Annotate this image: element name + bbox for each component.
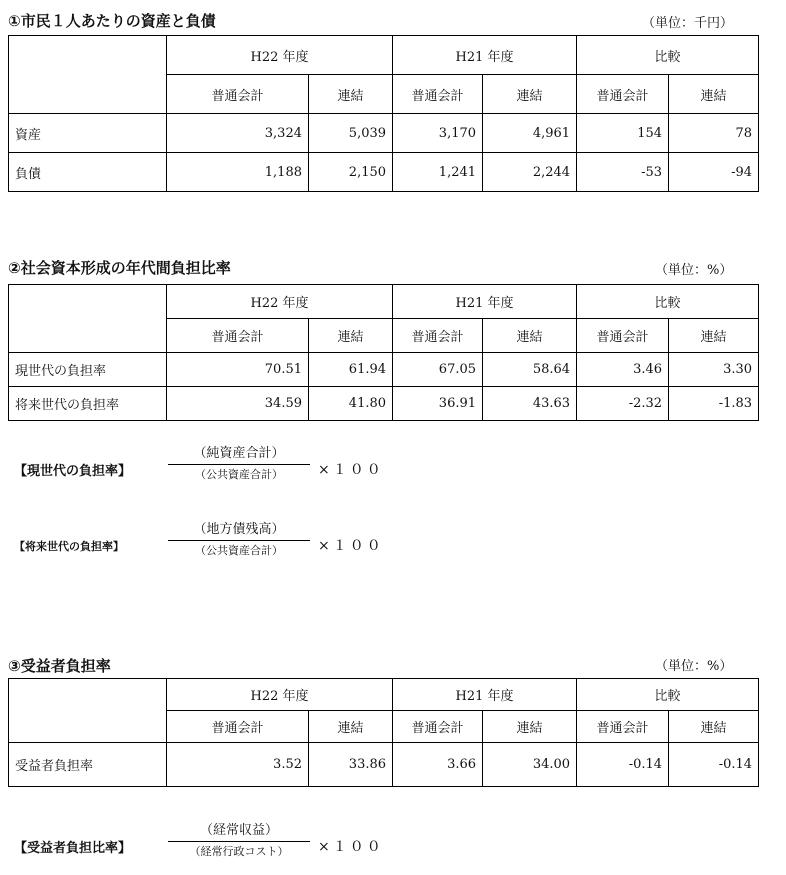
data-cell: 3,170 <box>393 114 483 153</box>
subheader-general: 普通会計 <box>577 711 669 743</box>
subheader-general: 普通会計 <box>577 319 669 353</box>
subheader-consolidated: 連結 <box>309 711 393 743</box>
col-header-h22: H22 年度 <box>167 679 393 711</box>
section-1-unit: （単位：千円） <box>642 16 734 31</box>
col-header-compare: 比較 <box>577 679 759 711</box>
subheader-general: 普通会計 <box>577 75 669 114</box>
data-cell: 61.94 <box>309 353 393 387</box>
data-cell: -2.32 <box>577 387 669 421</box>
formula-current-generation-fraction <box>168 444 310 485</box>
row-label: 将来世代の負担率 <box>9 387 167 421</box>
col-header-h21: H21 年度 <box>393 679 577 711</box>
data-cell: 5,039 <box>309 114 393 153</box>
data-cell: 58.64 <box>483 353 577 387</box>
table-row <box>9 114 759 153</box>
formula-denominator: （公共資産合計） <box>195 468 283 481</box>
data-cell: 3.30 <box>669 353 759 387</box>
formula-multiplier: ×１００ <box>318 462 384 478</box>
subheader-consolidated: 連結 <box>669 75 759 114</box>
col-header-compare: 比較 <box>577 36 759 75</box>
formula-future-generation-fraction <box>168 520 310 561</box>
formula-numerator: （純資産合計） <box>193 446 285 461</box>
data-cell: 41.80 <box>309 387 393 421</box>
data-cell: 43.63 <box>483 387 577 421</box>
formula-multiplier: ×１００ <box>318 538 384 554</box>
subheader-general: 普通会計 <box>167 319 309 353</box>
formula-numerator: （経常収益） <box>199 823 278 838</box>
formula-denominator: （経常行政コスト） <box>189 845 289 858</box>
data-cell: -0.14 <box>669 743 759 787</box>
formula-numerator: （地方債残高） <box>193 522 285 537</box>
formula-future-generation-label: 【将来世代の負担率】 <box>14 540 124 553</box>
data-cell: 3.66 <box>393 743 483 787</box>
col-header-h21: H21 年度 <box>393 36 577 75</box>
table-row <box>9 387 759 421</box>
table-corner-cell <box>9 36 167 114</box>
data-cell: -53 <box>577 153 669 192</box>
subheader-consolidated: 連結 <box>483 319 577 353</box>
section-2-title: ②社会資本形成の年代間負担比率 <box>8 259 231 277</box>
table-corner-cell <box>9 679 167 743</box>
data-cell: 3,324 <box>167 114 309 153</box>
col-header-h22: H22 年度 <box>167 285 393 319</box>
data-cell: 2,150 <box>309 153 393 192</box>
row-label: 資産 <box>9 114 167 153</box>
formula-current-generation-label: 【現世代の負担率】 <box>14 464 132 479</box>
generational-burden-table <box>8 284 759 421</box>
subheader-consolidated: 連結 <box>483 711 577 743</box>
subheader-general: 普通会計 <box>393 75 483 114</box>
subheader-general: 普通会計 <box>167 75 309 114</box>
data-cell: 3.46 <box>577 353 669 387</box>
subheader-consolidated: 連結 <box>483 75 577 114</box>
section-1-title: ①市民１人あたりの資産と負債 <box>8 12 216 30</box>
subheader-general: 普通会計 <box>393 711 483 743</box>
subheader-consolidated: 連結 <box>309 319 393 353</box>
subheader-consolidated: 連結 <box>669 319 759 353</box>
data-cell: 154 <box>577 114 669 153</box>
col-header-h22: H22 年度 <box>167 36 393 75</box>
data-cell: 67.05 <box>393 353 483 387</box>
data-cell: 36.91 <box>393 387 483 421</box>
formula-denominator: （公共資産合計） <box>195 544 283 557</box>
data-cell: -1.83 <box>669 387 759 421</box>
beneficiary-burden-table <box>8 678 759 787</box>
data-cell: 1,188 <box>167 153 309 192</box>
data-cell: 34.59 <box>167 387 309 421</box>
row-label: 受益者負担率 <box>9 743 167 787</box>
table-row <box>9 743 759 787</box>
subheader-consolidated: 連結 <box>669 711 759 743</box>
subheader-general: 普通会計 <box>167 711 309 743</box>
formula-beneficiary-fraction <box>168 821 310 862</box>
data-cell: -0.14 <box>577 743 669 787</box>
col-header-h21: H21 年度 <box>393 285 577 319</box>
data-cell: 1,241 <box>393 153 483 192</box>
section-2-unit: （単位：%） <box>655 263 733 278</box>
data-cell: -94 <box>669 153 759 192</box>
data-cell: 34.00 <box>483 743 577 787</box>
table-corner-cell <box>9 285 167 353</box>
assets-liabilities-table <box>8 35 759 192</box>
table-row <box>9 353 759 387</box>
data-cell: 2,244 <box>483 153 577 192</box>
formula-multiplier: ×１００ <box>318 839 384 855</box>
data-cell: 78 <box>669 114 759 153</box>
row-label: 負債 <box>9 153 167 192</box>
section-3-title: ③受益者負担率 <box>8 657 111 675</box>
data-cell: 4,961 <box>483 114 577 153</box>
data-cell: 3.52 <box>167 743 309 787</box>
data-cell: 33.86 <box>309 743 393 787</box>
subheader-consolidated: 連結 <box>309 75 393 114</box>
section-3-unit: （単位：%） <box>655 659 733 674</box>
formula-beneficiary-label: 【受益者負担比率】 <box>14 841 132 856</box>
subheader-general: 普通会計 <box>393 319 483 353</box>
data-cell: 70.51 <box>167 353 309 387</box>
table-row <box>9 153 759 192</box>
col-header-compare: 比較 <box>577 285 759 319</box>
row-label: 現世代の負担率 <box>9 353 167 387</box>
